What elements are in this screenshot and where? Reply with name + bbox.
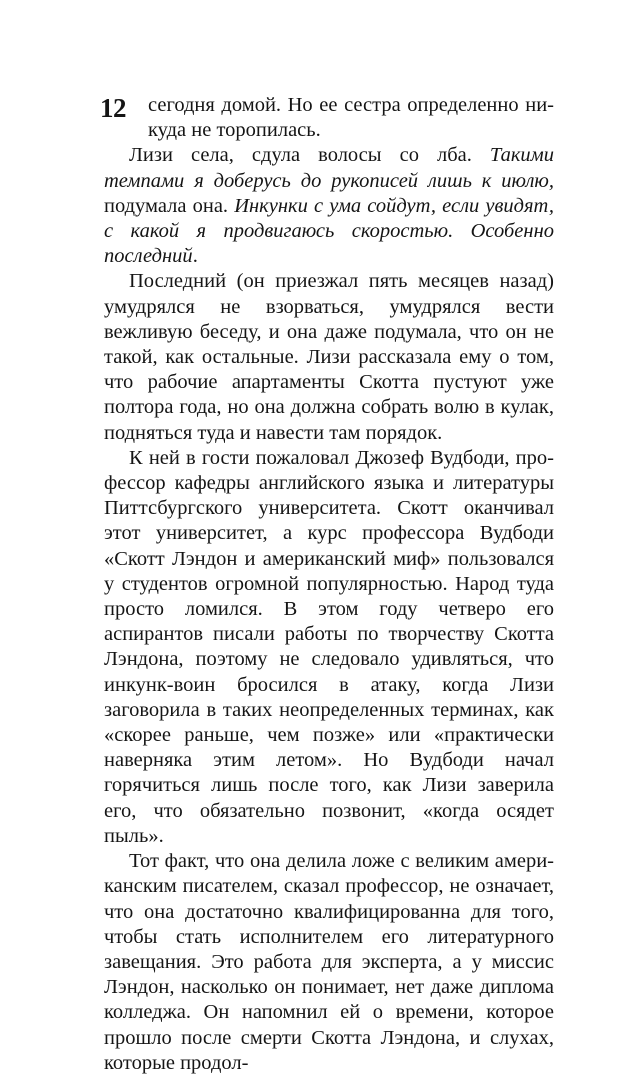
paragraph-professor-said: Тот факт, что она делила ложе с великим американским писателем, сказал профессор, не означает, что она достаточно квалифицированна для того, чтобы стать исполнителем его литературного завещания. Это работа для эксперта, а у миссис Лэндон, насколько он понимает, нет даже диплома колледжа. Он напомнил ей о времени, которое прошло после смерти Скотта Лэндона, и слухах, которые продол-	[104, 850, 554, 1074]
paragraph-lizzie-sat	[104, 143, 554, 269]
paragraph-text: Лизи села, сдула волосы со лба.	[129, 144, 490, 167]
body-text	[104, 93, 554, 1076]
italic-thought: Инкунки с ума сойдут, если увидят, с какой я продвигаюсь скоростью. Особенно последний	[104, 194, 554, 268]
paragraph-last-visitor: Последний (он приезжал пять месяцев назад) умудрялся не взорваться, умудрялся вести вежливую беседу, и она даже подумала, что он не такой, как остальные. Лизи рассказала ему о том, что рабочие апартаменты Скотта пустуют уже полтора года, но она должна собрать волю в кулак, подняться туда и навести там порядок.	[104, 270, 554, 444]
italic-thought: Такими темпами я доберусь до рукописей лишь к июлю,	[104, 144, 554, 192]
paragraph-woodbody: К ней в гости пожаловал Джозеф Вудбоди, профессор кафедры английского языка и литературы Питтсбургского университета. Скотт оканчивал этот университет, а курс профессора Вудбоди «Скотт Лэндон и американский миф» пользовался у студентов огромной популярностью. Народ туда просто ломился. В этом году четверо его аспирантов писали работы по творчеству Скотта Лэндона, поэтому не следовало удивляться, что инкунк-воин бросился в атаку, когда Лизи заговорила в таких неопределенных терминах, как «скорее раньше, чем позже» или «практически наверняка этим летом». Но Вудбоди начал горячиться лишь после того, как Лизи заверила его, что обязательно позвонит, «когда осядет пыль».	[104, 446, 554, 847]
page-number: 12	[100, 93, 126, 123]
paragraph-text: .	[192, 245, 198, 268]
paragraph-continuation: сегодня домой. Но ее сестра определенно никуда не торопилась.	[148, 94, 554, 142]
paragraph-text: подумала она.	[104, 194, 235, 217]
